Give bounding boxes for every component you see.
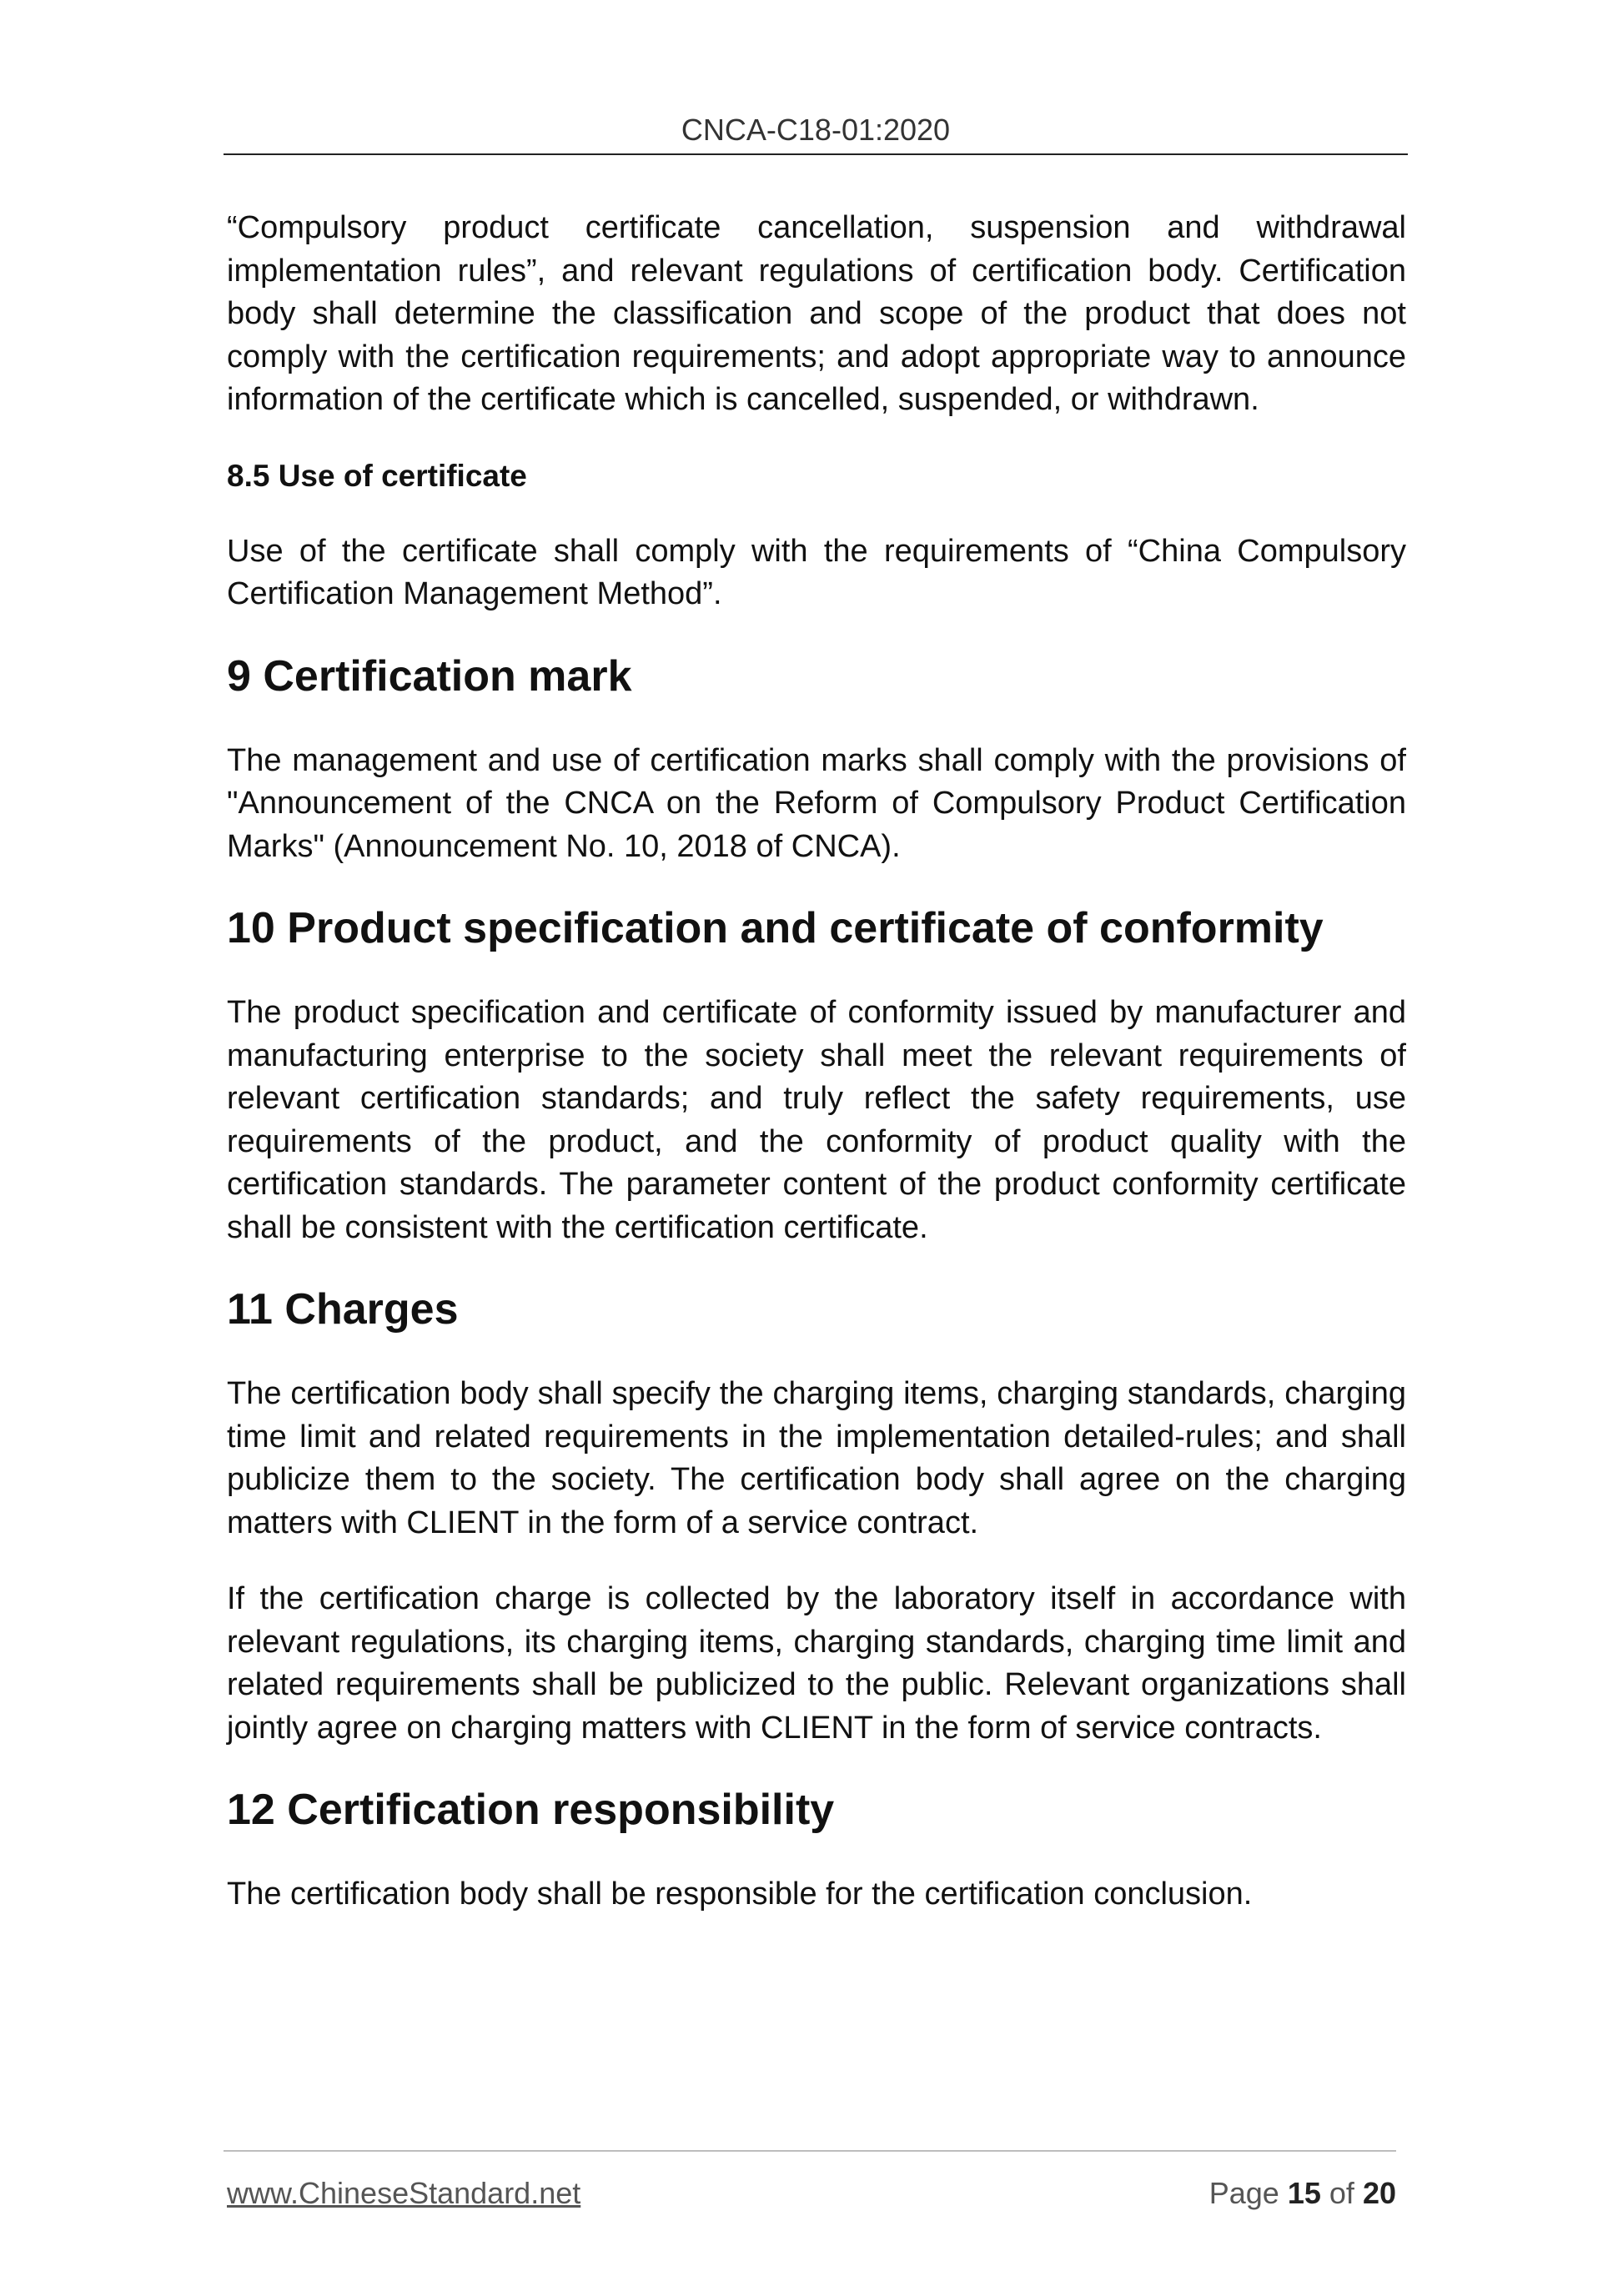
section-heading-11: 11 Charges bbox=[227, 1285, 459, 1334]
page-number bbox=[1209, 2175, 1396, 2211]
footer-divider bbox=[224, 2150, 1396, 2152]
paragraph-certification-responsibility: The certification body shall be responsible for the certification conclusion. bbox=[227, 1876, 1253, 1912]
paragraph-certification-mark: The management and use of certification marks shall comply with the provisions of "Announcement of the CNCA on the Reform of Compulsory Product Certification Marks" (Announcement No. 10, 2018 of CNCA). bbox=[227, 742, 1406, 864]
current-page-number: 15 bbox=[1287, 2176, 1321, 2210]
section-heading-9: 9 Certification mark bbox=[227, 651, 632, 701]
section-heading-12: 12 Certification responsibility bbox=[227, 1786, 835, 1834]
paragraph-charges-1: The certification body shall specify the charging items, charging standards, charging time limit and related requirements in the implementation detailed-rules; and shall publicize them to the society. The certification body shall agree on the charging matters with CLIENT in the form of a service contract. bbox=[227, 1376, 1406, 1540]
of-label: of bbox=[1329, 2176, 1354, 2210]
page-label: Page bbox=[1208, 2176, 1279, 2210]
paragraph-use-of-certificate: Use of the certificate shall comply with the requirements of “China Compulsory Certification Management Method”. bbox=[227, 533, 1406, 611]
page-content bbox=[227, 207, 1406, 1950]
subsection-heading-8-5: 8.5 Use of certificate bbox=[227, 458, 527, 493]
paragraph-charges-2: If the certification charge is collected by the laboratory itself in accordance with relevant regulations, its charging items, charging standards, charging time limit and related requirements shall be publicized to the public. Relevant organizations shall jointly agree on charging matters with CLIENT in the form of service contracts. bbox=[227, 1581, 1406, 1746]
paragraph-certificate-cancellation: “Compulsory product certificate cancellation, suspension and withdrawal implementation rules”, and relevant regulations of certification body. Certification body shall determine the classification and scope of the product that does not comply with the certification requirements; and adopt appropriate way to announce information of the certificate which is cancelled, suspended, or withdrawn. bbox=[227, 210, 1406, 417]
website-link[interactable]: www.ChineseStandard.net bbox=[227, 2176, 581, 2210]
header-divider bbox=[224, 153, 1408, 155]
document-code: CNCA-C18-01:2020 bbox=[681, 113, 951, 147]
section-heading-10: 10 Product specification and certificate of conformity bbox=[227, 904, 1324, 952]
paragraph-product-specification: The product specification and certificate of conformity issued by manufacturer and manufacturing enterprise to the society shall meet the relevant requirements of relevant certification standards; and truly reflect the safety requirements, use requirements of the product, and the conformity of product quality with the certification standards. The parameter content of the product conformity certificate shall be consistent with the certification certificate. bbox=[227, 995, 1406, 1245]
total-pages-number: 20 bbox=[1362, 2176, 1396, 2210]
